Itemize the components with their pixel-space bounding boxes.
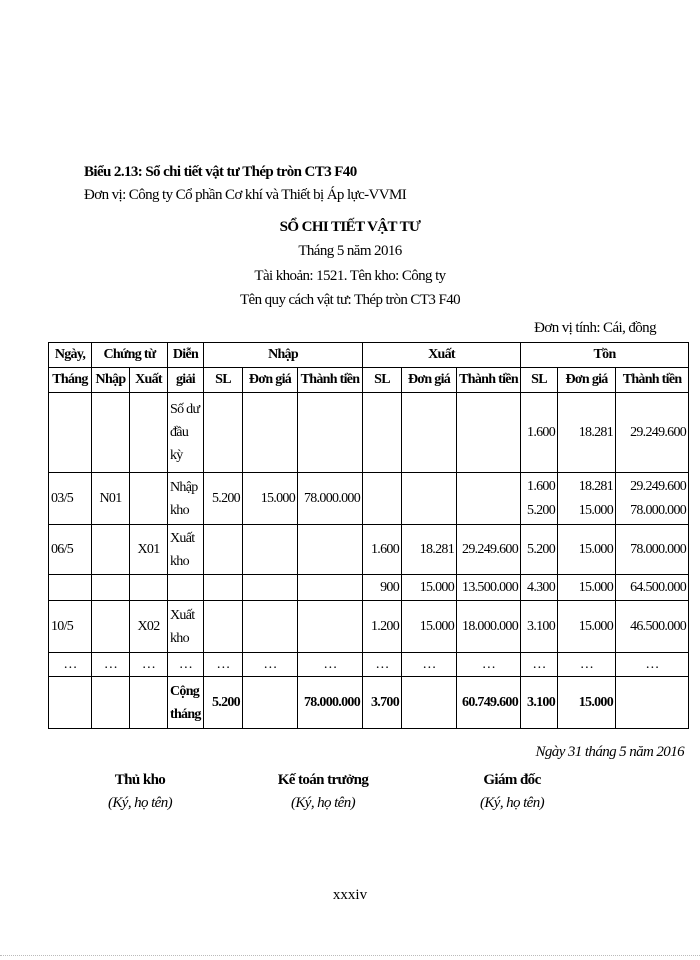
out-sl-cell: 3.700	[363, 677, 402, 729]
bal-price-cell: 15.000	[558, 575, 616, 601]
col-doc-out: Xuất	[130, 368, 168, 393]
ellipsis-cell: …	[130, 653, 168, 677]
in-total-cell: 78.000.000	[298, 473, 363, 525]
signature-note: (Ký, họ tên)	[290, 795, 356, 811]
in-total-cell: 78.000.000	[298, 677, 363, 729]
out-sl-cell: 1.600	[363, 525, 402, 575]
signature-note: (Ký, họ tên)	[107, 795, 173, 811]
ellipsis-cell: …	[521, 653, 558, 677]
bal-price-line: 18.281	[578, 478, 614, 494]
date-cell: 06/5	[49, 525, 92, 575]
out-total-cell: 18.000.000	[457, 601, 521, 653]
date-cell: 03/5	[49, 473, 92, 525]
in-sl-cell: 5.200	[204, 677, 243, 729]
total-row	[49, 677, 689, 729]
bal-price-cell	[558, 473, 616, 525]
signature-chief-accountant	[243, 772, 403, 812]
signature-director	[432, 772, 592, 812]
doc-in-cell: N01	[92, 473, 130, 525]
ledger-month: Tháng 5 năm 2016	[298, 243, 402, 259]
col-in-sl: SL	[204, 368, 243, 393]
desc-cell: Số dư đầu kỳ	[168, 393, 204, 473]
col-doc-in: Nhập	[92, 368, 130, 393]
ellipsis-cell: …	[616, 653, 689, 677]
desc-cell: Cộng tháng	[168, 677, 204, 729]
spec-line: Tên quy cách vật tư: Thép tròn CT3 F40	[239, 292, 460, 308]
measure-unit: Đơn vị tính: Cái, đồng	[534, 320, 656, 336]
unit-line: Đơn vị: Công ty Cổ phần Cơ khí và Thiết bị Áp lực-VVMI	[84, 187, 407, 203]
ellipsis-cell: …	[457, 653, 521, 677]
col-date-a: Ngày,	[49, 343, 92, 368]
header-row-2	[49, 368, 689, 393]
bal-price-line: 15.000	[578, 502, 614, 518]
bal-price-cell: 15.000	[558, 677, 616, 729]
bal-sl-line: 1.600	[527, 478, 556, 494]
signature-storekeeper	[60, 772, 220, 812]
ellipsis-cell: …	[168, 653, 204, 677]
col-bal-total: Thành tiền	[616, 368, 689, 393]
ellipsis-cell: …	[49, 653, 92, 677]
signature-title: Giám đốc	[483, 772, 541, 788]
bal-total-line: 78.000.000	[630, 502, 687, 518]
bal-sl-cell: 3.100	[521, 601, 558, 653]
signature-note: (Ký, họ tên)	[479, 795, 545, 811]
header-row-1	[49, 343, 689, 368]
out-price-cell: 18.281	[402, 525, 457, 575]
out-sl-cell: 1.200	[363, 601, 402, 653]
account-line: Tài khoản: 1521. Tên kho: Công ty	[254, 268, 446, 284]
ellipsis-cell: …	[363, 653, 402, 677]
table-row	[49, 575, 689, 601]
desc-cell: Xuất kho	[168, 525, 204, 575]
col-date-b: Tháng	[49, 368, 92, 393]
col-bal-sl: SL	[521, 368, 558, 393]
ledger-title: SỔ CHI TIẾT VẬT TƯ	[279, 219, 421, 235]
ellipsis-cell: …	[92, 653, 130, 677]
col-out: Xuất	[363, 343, 521, 368]
bal-total-cell	[616, 473, 689, 525]
ellipsis-cell: …	[243, 653, 298, 677]
bal-sl-cell: 1.600	[521, 393, 558, 473]
ellipsis-cell: …	[204, 653, 243, 677]
bal-price-cell: 18.281	[558, 393, 616, 473]
doc-out-cell: X01	[130, 525, 168, 575]
out-total-cell: 29.249.600	[457, 525, 521, 575]
bal-price-cell: 15.000	[558, 601, 616, 653]
col-out-total: Thành tiền	[457, 368, 521, 393]
signing-date: Ngày 31 tháng 5 năm 2016	[535, 744, 684, 760]
out-price-cell: 15.000	[402, 601, 457, 653]
ellipsis-cell: …	[298, 653, 363, 677]
page-number: xxxiv	[332, 887, 368, 903]
date-cell: 10/5	[49, 601, 92, 653]
page-bottom-rule	[0, 955, 700, 956]
bal-total-cell: 64.500.000	[616, 575, 689, 601]
ellipsis-cell: …	[558, 653, 616, 677]
col-out-sl: SL	[363, 368, 402, 393]
out-total-cell: 13.500.000	[457, 575, 521, 601]
bal-sl-cell	[521, 473, 558, 525]
doc-out-cell: X02	[130, 601, 168, 653]
table-row	[49, 653, 689, 677]
bal-sl-cell: 5.200	[521, 525, 558, 575]
desc-cell: Nhập kho	[168, 473, 204, 525]
bal-sl-line: 5.200	[527, 502, 556, 518]
col-out-price: Đơn giá	[402, 368, 457, 393]
out-price-cell: 15.000	[402, 575, 457, 601]
bal-sl-cell: 3.100	[521, 677, 558, 729]
col-in-total: Thành tiền	[298, 368, 363, 393]
table-row	[49, 525, 689, 575]
signature-title: Thủ kho	[114, 772, 166, 788]
bal-total-line: 29.249.600	[630, 478, 687, 494]
bal-total-cell: 78.000.000	[616, 525, 689, 575]
table-row	[49, 601, 689, 653]
col-desc-a: Diễn	[168, 343, 204, 368]
ledger-table	[48, 342, 689, 729]
col-balance: Tồn	[521, 343, 689, 368]
col-desc-b: giải	[168, 368, 204, 393]
desc-cell: Xuất kho	[168, 601, 204, 653]
in-price-cell: 15.000	[243, 473, 298, 525]
col-in-price: Đơn giá	[243, 368, 298, 393]
table-row	[49, 393, 689, 473]
bal-total-cell: 46.500.000	[616, 601, 689, 653]
bal-sl-cell: 4.300	[521, 575, 558, 601]
ellipsis-cell: …	[402, 653, 457, 677]
document-caption: Biểu 2.13: Sổ chi tiết vật tư Thép tròn CT3 F40	[84, 164, 357, 180]
out-total-cell: 60.749.600	[457, 677, 521, 729]
signature-title: Kế toán trưởng	[277, 772, 369, 788]
col-bal-price: Đơn giá	[558, 368, 616, 393]
out-sl-cell: 900	[363, 575, 402, 601]
in-sl-cell: 5.200	[204, 473, 243, 525]
table-row	[49, 473, 689, 525]
col-in: Nhập	[204, 343, 363, 368]
col-doc: Chứng từ	[92, 343, 168, 368]
bal-price-cell: 15.000	[558, 525, 616, 575]
bal-total-cell: 29.249.600	[616, 393, 689, 473]
